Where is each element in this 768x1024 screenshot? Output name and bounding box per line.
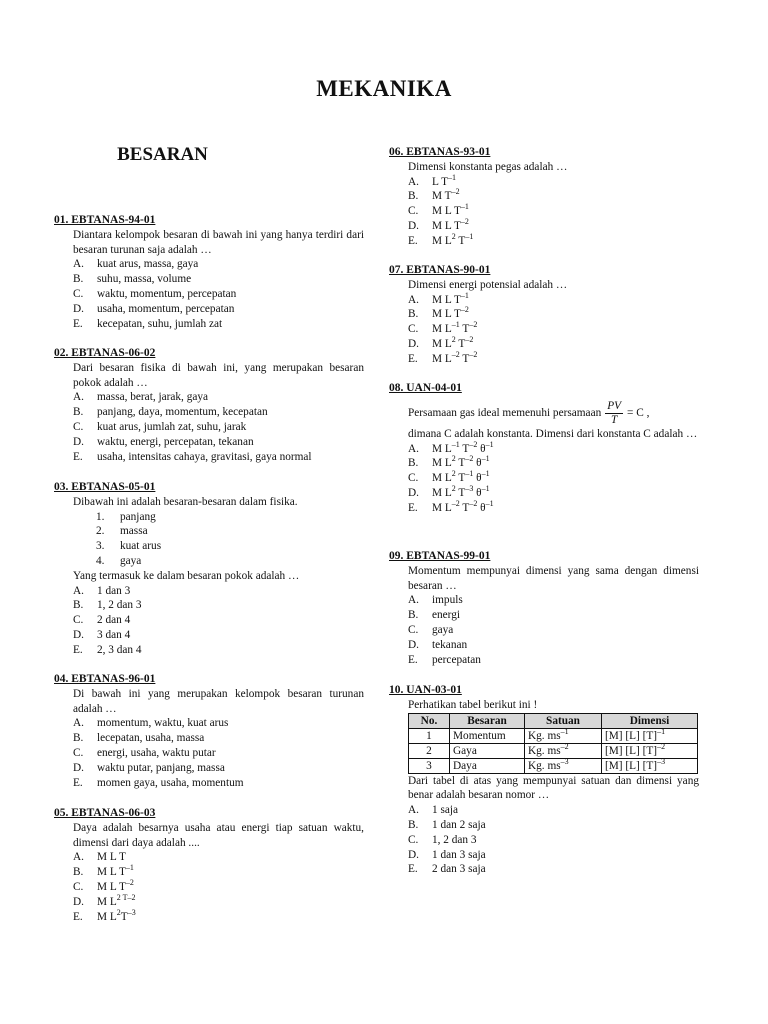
formula-exponent: –1 bbox=[448, 172, 457, 182]
option-text: massa, berat, jarak, gaya bbox=[97, 391, 209, 404]
option bbox=[54, 272, 364, 287]
option-text: kuat arus, jumlah zat, suhu, jarak bbox=[97, 420, 247, 433]
option-letter: A. bbox=[73, 584, 84, 597]
option-letter: D. bbox=[73, 895, 84, 908]
formula-exponent: –2 bbox=[451, 350, 460, 360]
table-cell bbox=[602, 743, 698, 758]
question-01 bbox=[54, 213, 364, 331]
option bbox=[54, 317, 364, 332]
question-heading: 09. EBTANAS-99-01 bbox=[389, 550, 491, 562]
dimension-base: [M] [L] [T] bbox=[605, 729, 658, 742]
formula-base: M L T bbox=[432, 205, 461, 218]
option bbox=[389, 189, 699, 204]
dimension-exponent: –1 bbox=[657, 726, 666, 736]
option-text: waktu putar, panjang, massa bbox=[97, 761, 225, 774]
option bbox=[389, 653, 699, 668]
option-formula bbox=[97, 850, 126, 865]
option-letter: C. bbox=[408, 623, 419, 636]
unit-exponent: –2 bbox=[560, 741, 569, 751]
option-letter: E. bbox=[73, 776, 83, 789]
question-04 bbox=[54, 672, 364, 790]
option-letter: C. bbox=[408, 205, 419, 218]
option-letter: E. bbox=[408, 501, 418, 514]
option-letter: B. bbox=[73, 732, 84, 745]
question-text: Dimensi konstanta pegas adalah … bbox=[408, 160, 568, 173]
option bbox=[389, 486, 699, 501]
option-letter: A. bbox=[408, 442, 419, 455]
formula-exponent: –3 bbox=[465, 484, 474, 494]
option-letter: E. bbox=[408, 653, 418, 666]
formula-base: θ bbox=[476, 486, 482, 499]
formula-base: M L T bbox=[432, 293, 461, 306]
dimension-exponent: –3 bbox=[657, 756, 666, 766]
option-letter: A. bbox=[73, 717, 84, 730]
formula-exponent: –2 bbox=[469, 439, 478, 449]
table-row bbox=[409, 728, 698, 743]
table-row bbox=[409, 743, 698, 758]
list-text: panjang bbox=[120, 510, 156, 523]
formula-base: T bbox=[462, 501, 470, 514]
option bbox=[54, 435, 364, 450]
option-text: momentum, waktu, kuat arus bbox=[97, 717, 229, 730]
option bbox=[389, 623, 699, 638]
option bbox=[389, 456, 699, 471]
option-text: energi bbox=[432, 609, 461, 622]
list-number: 4. bbox=[96, 554, 105, 567]
formula-base: M L bbox=[432, 486, 452, 499]
option bbox=[389, 234, 699, 249]
question-08 bbox=[389, 381, 699, 516]
option bbox=[389, 638, 699, 653]
question-heading: 04. EBTANAS-96-01 bbox=[54, 673, 156, 685]
option-text: 2 dan 3 saja bbox=[432, 863, 486, 876]
question-text bbox=[389, 400, 699, 427]
formula-exponent: –1 bbox=[481, 469, 490, 479]
formula-exponent: –3 bbox=[127, 907, 136, 917]
fraction-numerator: PV bbox=[607, 399, 622, 412]
formula-exponent: –1 bbox=[125, 863, 134, 873]
formula-base: T bbox=[458, 472, 466, 485]
option-text: usaha, momentum, percepatan bbox=[97, 302, 235, 315]
option-letter: D. bbox=[408, 638, 419, 651]
list-item bbox=[54, 539, 364, 554]
option-formula bbox=[432, 501, 494, 516]
equation-rhs: = C , bbox=[627, 406, 650, 419]
option-letter: B. bbox=[408, 818, 419, 831]
question-text: Dibawah ini adalah besaran-besaran dalam fisika. bbox=[73, 495, 298, 508]
formula-exponent: 2 bbox=[451, 454, 456, 464]
option-text: 1, 2 dan 3 bbox=[432, 833, 477, 846]
option bbox=[389, 471, 699, 486]
section-title: BESARAN bbox=[117, 144, 208, 165]
question-02 bbox=[54, 346, 364, 464]
formula-base: M L bbox=[432, 442, 452, 455]
dimension-base: [M] [L] [T] bbox=[605, 744, 658, 757]
option-formula bbox=[97, 907, 136, 925]
list-number: 1. bbox=[96, 510, 105, 523]
option bbox=[54, 420, 364, 435]
question-09 bbox=[389, 549, 699, 667]
options bbox=[54, 257, 364, 331]
list-item bbox=[54, 524, 364, 539]
formula-exponent: 2 bbox=[451, 232, 456, 242]
formula-base: M L bbox=[432, 234, 452, 247]
option-letter: A. bbox=[73, 391, 84, 404]
option-letter: E. bbox=[73, 450, 83, 463]
option-text: 1 saja bbox=[432, 804, 459, 817]
option-letter: C. bbox=[408, 472, 419, 485]
option bbox=[389, 593, 699, 608]
question-heading: 08. UAN-04-01 bbox=[389, 382, 462, 394]
option-text: energi, usaha, waktu putar bbox=[97, 746, 216, 759]
formula-base: θ bbox=[480, 501, 486, 514]
formula-base: T bbox=[458, 457, 466, 470]
option-text: 3 dan 4 bbox=[97, 628, 131, 641]
option bbox=[54, 584, 364, 599]
question-heading: 02. EBTANAS-06-02 bbox=[54, 347, 156, 359]
formula-exponent: –2 bbox=[460, 217, 469, 227]
option bbox=[389, 608, 699, 623]
formula-base: M L bbox=[432, 352, 452, 365]
option-letter: D. bbox=[73, 302, 84, 315]
formula-exponent: –1 bbox=[451, 439, 460, 449]
option bbox=[54, 731, 364, 746]
option-text: usaha, intensitas cahaya, gravitasi, gaya normal bbox=[97, 450, 312, 463]
formula-exponent: –2 bbox=[469, 499, 478, 509]
option-formula bbox=[432, 307, 469, 322]
option-letter: E. bbox=[408, 863, 418, 876]
option-text: tekanan bbox=[432, 638, 468, 651]
table-cell bbox=[602, 728, 698, 743]
option-letter: E. bbox=[73, 910, 83, 923]
option-formula bbox=[432, 486, 490, 501]
formula-exponent: 2 T–2 bbox=[116, 893, 136, 903]
formula-base: M L bbox=[432, 323, 452, 336]
question-heading: 03. EBTANAS-05-01 bbox=[54, 481, 156, 493]
option-letter: D. bbox=[408, 219, 419, 232]
formula-exponent: –1 bbox=[481, 484, 490, 494]
formula-base: T bbox=[458, 337, 466, 350]
formula-exponent: –1 bbox=[451, 320, 460, 330]
option-letter: B. bbox=[408, 609, 419, 622]
table-cell bbox=[525, 758, 602, 773]
option-letter: B. bbox=[408, 308, 419, 321]
option-letter: B. bbox=[73, 599, 84, 612]
question-heading: 06. EBTANAS-93-01 bbox=[389, 146, 491, 158]
option-formula bbox=[432, 234, 473, 249]
option-letter: E. bbox=[73, 317, 83, 330]
dimension-exponent: –2 bbox=[657, 741, 666, 751]
option bbox=[389, 307, 699, 322]
option-letter: D. bbox=[73, 435, 84, 448]
option-letter: C. bbox=[73, 614, 84, 627]
option bbox=[389, 803, 699, 818]
question-heading: 07. EBTANAS-90-01 bbox=[389, 264, 491, 276]
option-text: momen gaya, usaha, momentum bbox=[97, 776, 244, 789]
option-letter: D. bbox=[408, 848, 419, 861]
option bbox=[54, 746, 364, 761]
formula-exponent: –2 bbox=[469, 320, 478, 330]
formula-exponent: –2 bbox=[451, 499, 460, 509]
option-letter: A. bbox=[408, 804, 419, 817]
question-06 bbox=[389, 145, 699, 249]
formula-exponent: –1 bbox=[485, 439, 494, 449]
option bbox=[389, 862, 699, 877]
list-item bbox=[54, 510, 364, 525]
table-cell: 1 bbox=[409, 728, 450, 743]
option bbox=[389, 501, 699, 516]
question-heading: 10. UAN-03-01 bbox=[389, 684, 462, 696]
option bbox=[54, 865, 364, 880]
option-text: gaya bbox=[432, 623, 454, 636]
question-text: Dimensi energi potensial adalah … bbox=[408, 278, 568, 291]
question-07 bbox=[389, 263, 699, 367]
formula-base: M L bbox=[432, 337, 452, 350]
unit-base: Kg. ms bbox=[528, 729, 561, 742]
question-text: Dari tabel di atas yang mempunyai satuan dan dimensi yang benar adalah besaran nomor … bbox=[408, 774, 699, 802]
option bbox=[54, 880, 364, 895]
option-letter: C. bbox=[73, 746, 84, 759]
table-cell: Momentum bbox=[450, 728, 525, 743]
option bbox=[54, 628, 364, 643]
formula-base: M L bbox=[432, 501, 452, 514]
table-header: Besaran bbox=[450, 713, 525, 728]
option bbox=[54, 643, 364, 658]
list-text: kuat arus bbox=[120, 540, 162, 553]
option bbox=[389, 833, 699, 848]
option-text: 2, 3 dan 4 bbox=[97, 643, 142, 656]
formula-base: θ bbox=[480, 442, 486, 455]
list-text: gaya bbox=[120, 554, 142, 567]
formula-base: M L bbox=[97, 910, 117, 923]
question-text: dimana C adalah konstanta. Dimensi dari konstanta C adalah … bbox=[408, 427, 698, 440]
option-letter: C. bbox=[408, 833, 419, 846]
option-letter: C. bbox=[73, 287, 84, 300]
question-text: Diantara kelompok besaran di bawah ini yang hanya terdiri dari besaran turunan saja adalah … bbox=[73, 228, 364, 256]
data-table bbox=[408, 713, 698, 774]
list-text: massa bbox=[120, 525, 148, 538]
table-cell: Daya bbox=[450, 758, 525, 773]
option bbox=[54, 761, 364, 776]
table-header: Satuan bbox=[525, 713, 602, 728]
formula-base: M T bbox=[432, 190, 452, 203]
question-text: Momentum mempunyai dimensi yang sama dengan dimensi besaran … bbox=[408, 564, 699, 592]
option-text: 1, 2 dan 3 bbox=[97, 599, 142, 612]
option bbox=[54, 302, 364, 317]
option-letter: D. bbox=[73, 761, 84, 774]
formula-exponent: –2 bbox=[460, 305, 469, 315]
formula-base: M L bbox=[432, 472, 452, 485]
formula-exponent: –1 bbox=[485, 499, 494, 509]
question-03 bbox=[54, 480, 364, 658]
formula-exponent: 2 bbox=[451, 484, 456, 494]
option-letter: C. bbox=[408, 323, 419, 336]
fraction-denominator: T bbox=[610, 413, 618, 426]
equation-intro: Persamaan gas ideal memenuhi persamaan bbox=[408, 406, 602, 419]
option-text: waktu, energi, percepatan, tekanan bbox=[97, 435, 254, 448]
option bbox=[54, 257, 364, 272]
formula-exponent: –1 bbox=[460, 290, 469, 300]
option-letter: B. bbox=[73, 273, 84, 286]
option bbox=[389, 204, 699, 219]
option bbox=[54, 895, 364, 910]
table-header-row bbox=[409, 713, 698, 728]
list-number: 2. bbox=[96, 525, 105, 538]
formula-base: M L T bbox=[432, 219, 461, 232]
option-letter: B. bbox=[408, 190, 419, 203]
question-text: Daya adalah besarnya usaha atau energi tiap satuan waktu, dimensi dari daya adalah .... bbox=[73, 821, 364, 849]
option bbox=[389, 848, 699, 863]
option bbox=[389, 337, 699, 352]
formula-exponent: –2 bbox=[125, 878, 134, 888]
option-letter: D. bbox=[73, 628, 84, 641]
option-letter: B. bbox=[73, 406, 84, 419]
option-text: waktu, momentum, percepatan bbox=[97, 287, 237, 300]
table-header: No. bbox=[409, 713, 450, 728]
option bbox=[389, 219, 699, 234]
formula-base: T bbox=[462, 323, 470, 336]
formula-exponent: –2 bbox=[465, 454, 474, 464]
option bbox=[54, 405, 364, 420]
question-10 bbox=[389, 683, 699, 877]
table-cell bbox=[602, 758, 698, 773]
option bbox=[389, 290, 699, 308]
option-text: 1 dan 3 bbox=[97, 584, 131, 597]
option-letter: C. bbox=[73, 420, 84, 433]
formula-base: T bbox=[120, 910, 128, 923]
option-text: percepatan bbox=[432, 653, 481, 666]
option-text: 2 dan 4 bbox=[97, 614, 131, 627]
formula-exponent: 2 bbox=[451, 335, 456, 345]
formula-exponent: –1 bbox=[465, 232, 474, 242]
formula-base: T bbox=[458, 486, 466, 499]
option-letter: A. bbox=[73, 851, 84, 864]
option-text: kecepatan, suhu, jumlah zat bbox=[97, 317, 223, 330]
option-text: panjang, daya, momentum, kecepatan bbox=[97, 406, 268, 419]
formula-exponent: –1 bbox=[465, 469, 474, 479]
option-letter: A. bbox=[408, 594, 419, 607]
formula-base: M L T bbox=[432, 308, 461, 321]
table-header: Dimensi bbox=[602, 713, 698, 728]
option bbox=[54, 598, 364, 613]
option-formula bbox=[432, 352, 477, 367]
formula-base: θ bbox=[476, 472, 482, 485]
formula-base: M L bbox=[432, 457, 452, 470]
formula-exponent: –2 bbox=[451, 187, 460, 197]
list-number: 3. bbox=[96, 540, 105, 553]
option bbox=[54, 450, 364, 465]
option bbox=[54, 613, 364, 628]
formula-base: T bbox=[458, 234, 466, 247]
list-item bbox=[54, 554, 364, 569]
option-letter: E. bbox=[408, 352, 418, 365]
question-heading: 05. EBTANAS-06-03 bbox=[54, 807, 156, 819]
option-formula bbox=[432, 189, 460, 204]
formula-exponent: 2 bbox=[116, 907, 121, 917]
option bbox=[54, 776, 364, 791]
question-text: Perhatikan tabel berikut ini ! bbox=[408, 698, 538, 711]
option-text: 1 dan 3 saja bbox=[432, 848, 486, 861]
page-title: MEKANIKA bbox=[316, 76, 452, 101]
formula-base: L T bbox=[432, 175, 449, 188]
option-text: kuat arus, massa, gaya bbox=[97, 258, 199, 271]
option bbox=[54, 850, 364, 865]
option-letter: A. bbox=[408, 175, 419, 188]
option-text: 1 dan 2 saja bbox=[432, 818, 486, 831]
unit-base: Kg. ms bbox=[528, 759, 561, 772]
table-cell: Gaya bbox=[450, 743, 525, 758]
question-text: Yang termasuk ke dalam besaran pokok adalah … bbox=[73, 569, 300, 582]
question-heading: 01. EBTANAS-94-01 bbox=[54, 214, 156, 226]
table-cell: 2 bbox=[409, 743, 450, 758]
option-letter: A. bbox=[73, 258, 84, 271]
option-letter: B. bbox=[408, 457, 419, 470]
formula-base: θ bbox=[476, 457, 482, 470]
option bbox=[54, 716, 364, 731]
formula-base: T bbox=[462, 442, 470, 455]
unit-base: Kg. ms bbox=[528, 744, 561, 757]
option-letter: A. bbox=[408, 293, 419, 306]
option-letter: B. bbox=[73, 866, 84, 879]
option-text: impuls bbox=[432, 594, 463, 607]
unit-exponent: –3 bbox=[560, 756, 569, 766]
option-letter: E. bbox=[73, 643, 83, 656]
option bbox=[389, 172, 699, 190]
option-letter: E. bbox=[408, 234, 418, 247]
formula-exponent: 2 bbox=[451, 469, 456, 479]
formula-exponent: –1 bbox=[481, 454, 490, 464]
question-05 bbox=[54, 806, 364, 924]
fraction bbox=[605, 400, 623, 427]
dimension-base: [M] [L] [T] bbox=[605, 759, 658, 772]
table-row bbox=[409, 758, 698, 773]
formula-base: M L T bbox=[97, 866, 126, 879]
option bbox=[389, 352, 699, 367]
option-formula bbox=[432, 219, 469, 234]
option-letter: D. bbox=[408, 337, 419, 350]
option bbox=[389, 818, 699, 833]
option bbox=[54, 907, 364, 925]
formula-exponent: –2 bbox=[465, 335, 474, 345]
option-letter: C. bbox=[73, 880, 84, 893]
option bbox=[54, 390, 364, 405]
table-cell: 3 bbox=[409, 758, 450, 773]
question-text: Di bawah ini yang merupakan kelompok besaran turunan adalah … bbox=[73, 687, 364, 715]
formula-base: T bbox=[462, 352, 470, 365]
option-text: lecepatan, usaha, massa bbox=[97, 732, 205, 745]
unit-exponent: –1 bbox=[560, 726, 569, 736]
option bbox=[389, 322, 699, 337]
formula-exponent: –2 bbox=[469, 350, 478, 360]
option bbox=[389, 439, 699, 457]
option-text: suhu, massa, volume bbox=[97, 273, 192, 286]
formula-base: M L T bbox=[97, 880, 126, 893]
option-letter: D. bbox=[408, 486, 419, 499]
option bbox=[54, 287, 364, 302]
question-text: Dari besaran fisika di bawah ini, yang merupakan besaran pokok adalah … bbox=[73, 361, 364, 389]
formula-base: M L bbox=[97, 895, 117, 908]
formula-base: M L T bbox=[97, 851, 126, 864]
formula-exponent: –1 bbox=[460, 202, 469, 212]
